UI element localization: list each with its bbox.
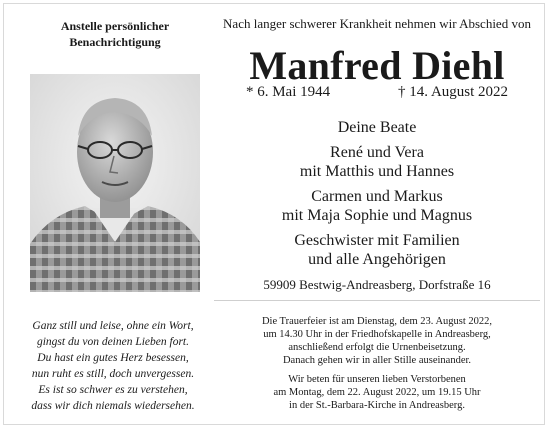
- notice-text: [20, 18, 210, 50]
- mourner-group: [212, 187, 542, 225]
- mourners-list: [212, 118, 542, 275]
- funeral-line: Die Trauerfeier ist am Dienstag, dem 23. August 2022,: [261, 316, 493, 327]
- funeral-line: anschließend erfolgt die Urnenbeisetzung.: [288, 342, 466, 353]
- mourner-line: Geschwister mit Familien: [294, 232, 460, 249]
- address: 59909 Bestwig-Andreasberg, Dorfstraße 16: [263, 277, 491, 292]
- poem-line: Es ist so schwer es zu verstehen,: [38, 384, 188, 396]
- intro-text: Nach langer schwerer Krankheit nehmen wir Abschied von: [223, 16, 531, 31]
- funeral-line: in der St.-Barbara-Kirche in Andreasberg.: [289, 400, 465, 411]
- funeral-details: [218, 315, 536, 418]
- poem-line: Ganz still und leise, ohne ein Wort,: [32, 320, 194, 332]
- mourner-group: [212, 231, 542, 269]
- deceased-name: Manfred Diehl: [249, 43, 505, 88]
- mourner-line: René und Vera: [330, 144, 424, 161]
- mourner-line: mit Matthis und Hannes: [299, 163, 455, 180]
- portrait-photo: [30, 74, 200, 292]
- funeral-line: Danach gehen wir in aller Stille auseinander.: [282, 355, 472, 366]
- funeral-line: Wir beten für unseren lieben Verstorbenen: [288, 374, 466, 385]
- funeral-line: um 14.30 Uhr in der Friedhofskapelle in Andreasberg,: [263, 329, 491, 340]
- poem-line: nun ruht es still, doch unvergessen.: [31, 368, 195, 380]
- poem-line: gingst du von deinen Lieben fort.: [36, 336, 190, 348]
- life-dates: [212, 84, 542, 101]
- notice-line: Anstelle persönlicher: [60, 19, 170, 33]
- mourner-line: mit Maja Sophie und Magnus: [281, 207, 473, 224]
- mourner-group: [212, 118, 542, 137]
- funeral-line: am Montag, dem 22. August 2022, um 19.15 Uhr: [273, 387, 481, 398]
- mourner-line: Deine Beate: [337, 119, 417, 136]
- divider: [214, 300, 540, 301]
- mourner-group: [212, 143, 542, 181]
- prayer-service-info: [218, 373, 536, 412]
- birth-date: * 6. Mai 1944: [245, 84, 331, 100]
- funeral-service-info: [218, 315, 536, 367]
- mourner-line: Carmen und Markus: [311, 188, 443, 205]
- poem: [14, 318, 212, 414]
- notice-line: Benachrichtigung: [69, 35, 161, 49]
- mourner-line: und alle Angehörigen: [308, 251, 446, 268]
- poem-line: dass wir dich niemals wiedersehen.: [31, 400, 195, 412]
- poem-line: Du hast ein gutes Herz besessen,: [37, 352, 189, 364]
- death-date: † 14. August 2022: [398, 84, 509, 100]
